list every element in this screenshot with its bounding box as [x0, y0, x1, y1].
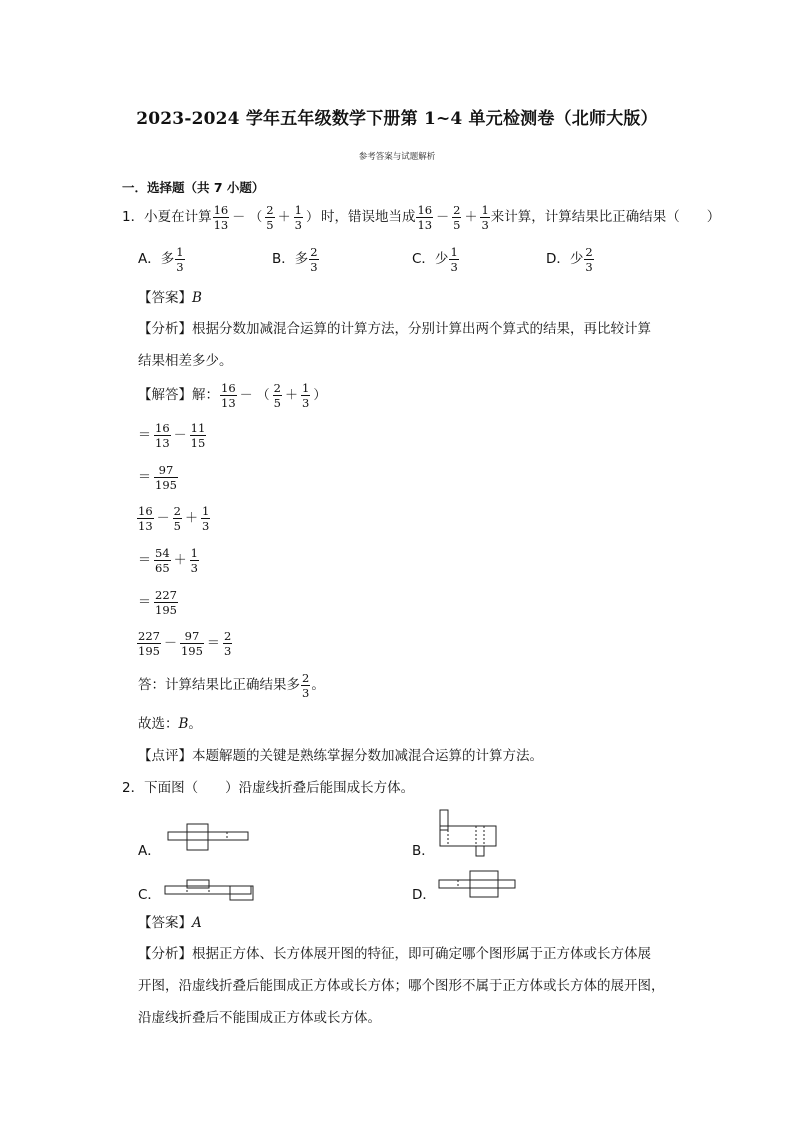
fraction: $\frac{2}{3}$ [223, 629, 232, 659]
fraction: $\frac{1}{3}$ [450, 245, 458, 275]
fraction: $\frac{2}{5}$ [173, 504, 181, 534]
net-figure-b [434, 808, 504, 858]
net-figure-c [162, 876, 258, 904]
fraction: $\frac{227}{195}$ [138, 629, 160, 659]
question-1-stem-part-a: 小夏在计算 [144, 208, 212, 225]
question-1-number: 1． [122, 208, 145, 225]
fraction: $\frac{2}{5}$ [453, 203, 461, 233]
fraction: $\frac{2}{5}$ [273, 381, 281, 411]
page-subtitle: 参考答案与试题解析 [358, 152, 436, 162]
solution-step: $\frac{227}{195}$ － $\frac{97}{195}$ ＝ $\frac{2}{3}$ [138, 629, 232, 659]
question-2-analysis: 【分析】根据正方体、长方体展开图的特征，即可确定哪个图形属于正方体或长方体展 [138, 946, 651, 962]
fraction: $\frac{16}{13}$ [221, 381, 236, 411]
question-1-stem: 1． 小夏在计算 $\frac{16}{13}$ － （ $\frac{2}{5}$ ＋ $\frac{1}{3}$ ） 时，错误地当成 $\frac{16}{13}$ － $\frac{2}{5}$ ＋ $\frac{1}{3}$ 来计算，计算结果比正确结果（ ） [122, 203, 721, 233]
section-heading: 一．选择题（共 7 小题） [122, 180, 265, 195]
fraction: $\frac{1}{3}$ [190, 546, 198, 576]
question-1-solution: 【解答】 解： $\frac{16}{13}$ － （ $\frac{2}{5}$ ＋ $\frac{1}{3}$ ） [138, 381, 327, 411]
question-1-analysis: 【分析】根据分数加减混合运算的计算方法，分别计算出两个算式的结果，再比较计算 [138, 321, 651, 337]
fraction: $\frac{16}{13}$ [138, 504, 153, 534]
solution-choice: 故选：B。 [138, 716, 202, 732]
solution-step: ＝ $\frac{97}{195}$ [138, 463, 177, 493]
question-2-analysis-cont: 沿虚线折叠后不能围成正方体或长方体。 [138, 1010, 381, 1026]
fraction: $\frac{16}{13}$ [155, 421, 170, 451]
option-b[interactable]: B．多 $\frac{2}{3}$ [272, 245, 318, 275]
solution-conclusion: 答：计算结果比正确结果多 $\frac{2}{3}$ 。 [138, 671, 325, 701]
solution-step: ＝ $\frac{54}{65}$ ＋ $\frac{1}{3}$ [138, 546, 198, 576]
fraction: $\frac{1}{3}$ [202, 504, 210, 534]
fraction: $\frac{16}{13}$ [417, 203, 433, 233]
question-1-stem-part-c: 来计算，计算结果比正确结果（ ） [490, 208, 721, 225]
fraction: $\frac{16}{13}$ [213, 203, 229, 233]
fraction: $\frac{54}{65}$ [155, 546, 170, 576]
fraction: $\frac{97}{195}$ [155, 463, 177, 493]
fraction: $\frac{1}{3}$ [481, 203, 489, 233]
q2-option-a-label[interactable]: A． [138, 843, 161, 859]
question-1-analysis-cont: 结果相差多少。 [138, 353, 233, 369]
q2-option-c-label[interactable]: C． [138, 887, 161, 903]
q2-option-d-label[interactable]: D． [412, 887, 436, 903]
fraction: $\frac{1}{3}$ [294, 203, 302, 233]
question-1-answer: 【答案】B [138, 290, 202, 306]
option-a[interactable]: A．多 $\frac{1}{3}$ [138, 245, 184, 275]
fraction: $\frac{11}{15}$ [190, 421, 206, 451]
question-2-stem: 2．下面图（ ）沿虚线折叠后能围成长方体。 [122, 780, 415, 796]
fraction: $\frac{2}{5}$ [266, 203, 274, 233]
question-2-analysis-cont: 开图，沿虚线折叠后能围成正方体或长方体；哪个图形不属于正方体或长方体的展开图， [138, 978, 665, 994]
question-1-stem-part-b: 时，错误地当成 [320, 208, 416, 225]
fraction: $\frac{2}{3}$ [302, 671, 310, 701]
fraction: $\frac{227}{195}$ [155, 588, 177, 618]
solution-step: ＝ $\frac{16}{13}$ － $\frac{11}{15}$ [138, 421, 206, 451]
question-2-answer: 【答案】A [138, 915, 202, 931]
page-title: 2023-2024 学年五年级数学下册第 1~4 单元检测卷（北师大版） [136, 109, 658, 129]
fraction: $\frac{97}{195}$ [180, 629, 203, 659]
q2-option-b-label[interactable]: B． [412, 843, 435, 859]
net-figure-d [436, 868, 522, 900]
net-figure-a [165, 820, 251, 856]
question-1-comment: 【点评】本题解题的关键是熟练掌握分数加减混合运算的计算方法。 [138, 748, 543, 764]
option-c[interactable]: C．少 $\frac{1}{3}$ [412, 245, 458, 275]
option-d[interactable]: D．少 $\frac{2}{3}$ [546, 245, 593, 275]
fraction: $\frac{1}{3}$ [302, 381, 310, 411]
fraction: $\frac{1}{3}$ [176, 245, 184, 275]
solution-step: $\frac{16}{13}$ － $\frac{2}{5}$ ＋ $\frac{1}{3}$ [138, 504, 210, 534]
fraction: $\frac{2}{3}$ [310, 245, 318, 275]
fraction: $\frac{2}{3}$ [585, 245, 593, 275]
solution-step: ＝ $\frac{227}{195}$ [138, 588, 177, 618]
